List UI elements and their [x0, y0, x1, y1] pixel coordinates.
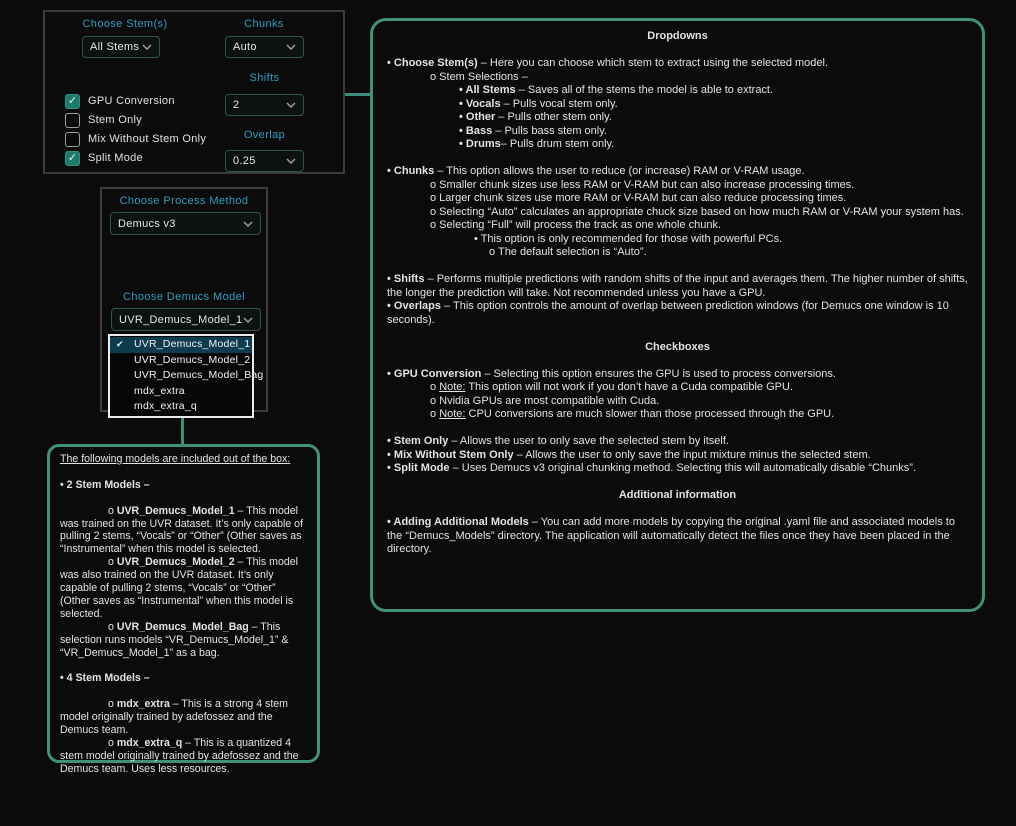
text-line	[387, 354, 968, 368]
checkbox-row[interactable]	[65, 112, 206, 128]
text-line: • GPU Conversion – Selecting this option ensures the GPU is used to process conversions.	[387, 367, 836, 380]
shifts-dropdown-value: 2	[233, 99, 240, 111]
check-icon: ✔	[116, 339, 124, 349]
demucs-options-panel	[43, 10, 345, 174]
checkbox-label: Split Mode	[88, 152, 143, 164]
text-line: o mdx_extra_q – This is a quantized 4 stem model originally trained by adefossez and the Demucs team. Uses less resources.	[60, 736, 299, 775]
checkbox-list	[65, 93, 206, 166]
checkbox-label: GPU Conversion	[88, 95, 175, 107]
chunks-dropdown-value: Auto	[233, 41, 257, 53]
text-line: o Note: CPU conversions are much slower than those processed through the GPU.	[430, 408, 835, 420]
text-line	[387, 260, 968, 274]
text-line: o Larger chunk sizes use more RAM or V-RAM but can also reduce processing times.	[430, 192, 847, 204]
text-line: • Other – Pulls other stem only.	[459, 111, 612, 123]
process-method-dropdown[interactable]	[110, 212, 261, 235]
text-line: • Chunks – This option allows the user to reduce (or increase) RAM or V-RAM usage.	[387, 165, 805, 177]
checkbox-checked[interactable]: ✓	[65, 151, 80, 166]
model-option-label: UVR_Demucs_Model_Bag	[134, 369, 264, 382]
process-method-label: Choose Process Method	[119, 195, 249, 207]
text-line: o UVR_Demucs_Model_1 – This model was trained on the UVR dataset. It’s only capable of pulling 2 stems, “Vocals” or “Other” (Other saves as “Instrumental” when this model is selected.	[60, 504, 304, 556]
text-line: • 2 Stem Models –	[60, 478, 150, 491]
text-line: • 4 Stem Models –	[60, 672, 150, 685]
text-line: • Mix Without Stem Only – Allows the user to only save the input mixture minus the selected stem.	[387, 448, 871, 461]
chevron-down-icon	[286, 158, 296, 164]
text-line: • Choose Stem(s) – Here you can choose which stem to extract using the selected model.	[387, 57, 829, 69]
chevron-down-icon	[286, 44, 296, 50]
model-dropdown-list	[108, 334, 264, 418]
text-line: • Adding Additional Models – You can add more models by copying the original .yaml file and associated models to the “Demucs_Models” directory. The application will automatically detect the files once they have been placed in the directory.	[387, 516, 955, 555]
choose-stems-label: Choose Stem(s)	[82, 18, 168, 30]
model-option[interactable]	[110, 368, 264, 384]
text-line: o Note: This option will not work if you don’t have a Cuda compatible GPU.	[430, 381, 794, 393]
shifts-label: Shifts	[249, 72, 280, 84]
overlap-dropdown[interactable]	[225, 150, 304, 172]
model-option[interactable]	[110, 399, 252, 415]
text-line: o The default selection is “Auto”.	[489, 246, 647, 258]
shifts-dropdown[interactable]	[225, 94, 304, 116]
text-line: o UVR_Demucs_Model_2 – This model was also trained on the UVR dataset. It’s only capable of pulling 2 stems, “Vocals” or “Other” (Other saves as “Instrumental” when this model is selected.	[60, 556, 299, 620]
chevron-down-icon	[243, 221, 253, 227]
text-line: o Selecting “Auto” calculates an appropriate chuck size based on how much RAM or V-RAM your system has.	[430, 205, 964, 218]
text-line: o Selecting “Full” will process the track as one whole chunk.	[430, 219, 722, 231]
demucs-model-dropdown-value: UVR_Demucs_Model_1	[119, 313, 243, 326]
text-line	[387, 327, 968, 341]
text-line: • Overlaps – This option controls the amount of overlap between prediction windows (for Demucs one window is 10 seconds).	[387, 300, 949, 326]
model-option[interactable]	[110, 384, 252, 400]
text-line	[387, 422, 968, 436]
chevron-down-icon	[286, 102, 296, 108]
text-line	[60, 660, 307, 673]
checkbox-unchecked[interactable]	[65, 113, 80, 128]
text-line: o UVR_Demucs_Model_Bag – This selection runs models “VR_Demucs_Model_1” & “VR_Demucs_Model_1” as a bag.	[60, 620, 289, 659]
text-line: • Bass – Pulls bass stem only.	[459, 124, 607, 137]
text-line: o mdx_extra – This is a strong 4 stem model originally trained by adefossez and the Demucs team.	[60, 698, 288, 737]
text-line: • Stem Only – Allows the user to only save the selected stem by itself.	[387, 435, 729, 447]
process-method-dropdown-value: Demucs v3	[118, 217, 176, 230]
model-option-label: mdx_extra	[134, 384, 185, 397]
model-option[interactable]	[110, 337, 252, 353]
model-option-label: UVR_Demucs_Model_1	[134, 338, 251, 350]
stems-dropdown-value: All Stems	[90, 41, 140, 53]
checkbox-row[interactable]	[65, 93, 206, 109]
text-line	[60, 685, 307, 698]
text-line: • This option is only recommended for those with powerful PCs.	[474, 232, 783, 245]
text-line: o Nvidia GPUs are most compatible with Cuda.	[430, 394, 660, 407]
text-line: • All Stems – Saves all of the stems the model is able to extract.	[459, 84, 774, 96]
text-line	[387, 152, 968, 166]
checkbox-unchecked[interactable]	[65, 132, 80, 147]
checkbox-row[interactable]	[65, 131, 206, 147]
overlap-dropdown-value: 0.25	[233, 155, 256, 167]
checkbox-checked[interactable]: ✓	[65, 94, 80, 109]
text-line: • Vocals – Pulls vocal stem only.	[459, 97, 618, 110]
checkbox-label: Mix Without Stem Only	[88, 133, 207, 145]
text-line	[387, 476, 968, 490]
text-line: o Stem Selections –	[430, 70, 528, 83]
checkbox-row[interactable]	[65, 150, 206, 166]
overlap-label: Overlap	[243, 129, 286, 141]
connector-line-horizontal	[345, 93, 370, 96]
model-option-label: mdx_extra_q	[134, 400, 197, 413]
demucs-model-dropdown[interactable]	[111, 308, 261, 331]
options-help-box	[370, 18, 985, 612]
text-line: • Drums– Pulls drum stem only.	[459, 138, 615, 150]
chevron-down-icon	[142, 44, 152, 50]
text-line	[60, 466, 307, 479]
text-line: • Split Mode – Uses Demucs v3 original chunking method. Selecting this will automatically disable “Chunks”.	[387, 462, 917, 474]
process-method-panel	[100, 187, 268, 412]
text-line	[387, 44, 968, 58]
models-info-box	[47, 444, 320, 775]
chevron-down-icon	[243, 317, 253, 323]
text-line	[387, 503, 968, 517]
stems-dropdown[interactable]	[82, 36, 160, 58]
text-line: • Shifts – Performs multiple predictions with random shifts of the input and averages them. The higher number of shifts, the longer the prediction will take. Not recommended unless you have a GPU.	[387, 273, 968, 299]
model-option[interactable]	[110, 353, 252, 369]
chunks-label: Chunks	[244, 18, 284, 30]
text-line: Additional information	[618, 489, 737, 501]
checkbox-label: Stem Only	[88, 114, 143, 126]
text-line: The following models are included out of the box:	[60, 453, 291, 465]
chunks-dropdown[interactable]	[225, 36, 304, 58]
text-line: Dropdowns	[647, 30, 708, 42]
text-line: Checkboxes	[645, 340, 710, 353]
text-line: o Smaller chunk sizes use less RAM or V-RAM but can also increase processing times.	[430, 178, 855, 191]
model-option-label: UVR_Demucs_Model_2	[134, 353, 251, 366]
demucs-model-label: Choose Demucs Model	[123, 291, 245, 303]
text-line	[60, 492, 307, 505]
